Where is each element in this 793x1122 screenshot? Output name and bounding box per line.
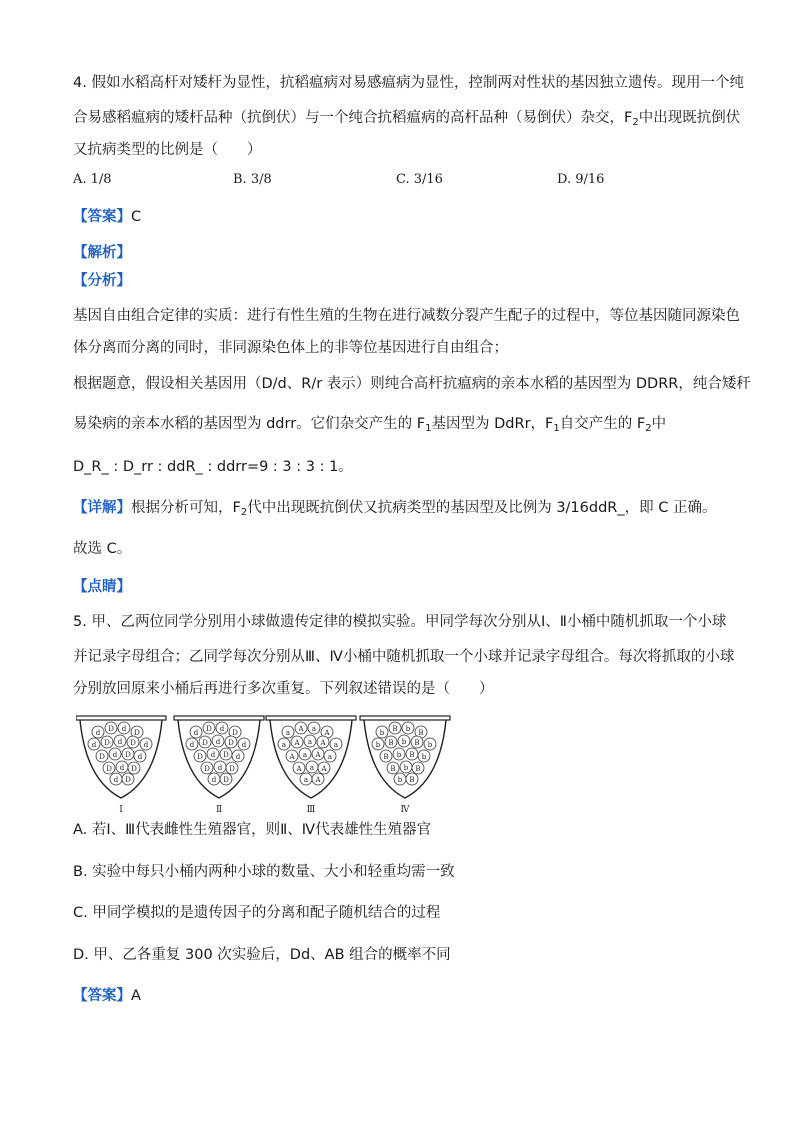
ball-letter: D — [232, 729, 238, 737]
bucket-2 — [174, 716, 264, 815]
q4-fenxi-line5: D_R_ : D_rr : ddR_ : ddrr=9 : 3 : 3 : 1。 — [73, 459, 353, 475]
ball-letter: d — [215, 738, 221, 746]
q4-detail: 【详解】根据分析可知，$F_2$代中出现既抗倒伏又抗病类型的基因型及比例为 3/16ddR_，即 C 正确。 — [73, 500, 717, 518]
ball-letter: B — [409, 776, 415, 784]
ball-letter: B — [383, 753, 389, 761]
ball-letter: D — [229, 765, 235, 773]
ball-letter: A — [321, 765, 327, 773]
ball-letter: d — [235, 753, 241, 761]
ball-letter: d — [95, 729, 101, 737]
ball-letter: b — [396, 751, 402, 759]
ball-letter: A — [289, 753, 295, 761]
bucket-label: Ⅱ — [215, 805, 223, 815]
ball-letter: b — [427, 741, 433, 749]
ball-letter: D — [125, 751, 131, 759]
q5-option-d: D. 甲、乙各重复 300 次实验后，Dd、AB 组合的概率不同 — [73, 947, 451, 963]
ball-letter: D — [125, 776, 131, 784]
q4-stem-line2: 合易感稻瘟病的矮杆品种（抗倒伏）与一个纯合抗稻瘟病的高杆品种（易倒伏）杂交，$F_2$中出现既抗倒伏 — [73, 110, 741, 128]
ball-letter: d — [219, 725, 225, 733]
bucket-figure — [76, 710, 456, 815]
ball-letter: D — [131, 765, 137, 773]
bucket-3 — [266, 716, 356, 815]
ball-letter: B — [414, 739, 420, 747]
ball-letter: B — [392, 725, 398, 733]
ball-letter: d — [211, 776, 217, 784]
ball-letter: a — [302, 751, 308, 759]
ball-letter: d — [241, 741, 247, 749]
ball-letter: b — [401, 738, 407, 746]
q4-dianjing-tag: 【点睛】 — [73, 579, 131, 595]
ball-letter: D — [204, 765, 210, 773]
q4-option-a: A. 1/8 — [73, 172, 112, 187]
ball-letter: B — [418, 729, 424, 737]
ball-letter: d — [217, 764, 223, 772]
q5-stem-line1: 5. 甲、乙两位同学分别用小球做遗传定律的模拟实验。甲同学每次分别从Ⅰ、Ⅱ小桶中随机抓取一个小球 — [73, 614, 727, 630]
q4-option-b: B. 3/8 — [233, 172, 272, 187]
q5-stem-line2: 并记录字母组合；乙同学每次分别从Ⅲ、Ⅳ小桶中随机抓取一个小球并记录字母组合。每次将抓取的小球 — [73, 649, 735, 665]
ball-letter: B — [409, 751, 415, 759]
q4-fenxi-line4: 易染病的亲本水稻的基因型为 ddrr。它们杂交产生的 $F_1$基因型为 DdRr，$F_1$自交产生的 $F_2$中 — [73, 416, 667, 434]
q4-analysis-tag: 【解析】 — [73, 245, 131, 261]
ball-letter: d — [137, 753, 143, 761]
ball-letter: d — [143, 741, 149, 749]
ball-letter: D — [104, 739, 110, 747]
q4-conclusion: 故选 C。 — [73, 541, 132, 557]
ball-letter: a — [285, 729, 291, 737]
ball-letter: b — [375, 741, 381, 749]
ball-letter: D — [228, 739, 234, 747]
ball-letter: D — [197, 753, 203, 761]
ball-letter: D — [202, 739, 208, 747]
ball-letter: A — [298, 725, 304, 733]
q5-stem-line3: 分别放回原来小桶后再进行多次重复。下列叙述错误的是（ ） — [73, 681, 494, 697]
ball-letter: D — [223, 776, 229, 784]
q4-option-d: D. 9/16 — [557, 172, 605, 187]
ball-letter: d — [112, 751, 118, 759]
ball-letter: a — [309, 764, 315, 772]
ball-letter: A — [296, 765, 302, 773]
ball-letter: d — [113, 776, 119, 784]
bucket-4 — [360, 716, 450, 815]
ball-letter: D — [134, 729, 140, 737]
bucket-label: Ⅰ — [119, 805, 123, 815]
ball-letter: B — [415, 765, 421, 773]
ball-letter: A — [324, 729, 330, 737]
ball-letter: b — [403, 764, 409, 772]
ball-letter: D — [130, 739, 136, 747]
q4-fenxi-line1: 基因自由组合定律的实质：进行有性生殖的生物在进行减数分裂产生配子的过程中，等位基因随同源染色 — [73, 308, 740, 324]
ball-letter: d — [189, 741, 195, 749]
ball-letter: A — [315, 751, 321, 759]
ball-letter: A — [315, 776, 321, 784]
ball-letter: a — [281, 741, 287, 749]
ball-letter: d — [117, 738, 123, 746]
q4-stem-line3: 又抗病类型的比例是（ ） — [73, 142, 262, 158]
ball-letter: a — [327, 753, 333, 761]
ball-letter: D — [99, 753, 105, 761]
q4-fenxi-line2: 体分离而分离的同时，非同源染色体上的非等位基因进行自由组合； — [73, 340, 508, 356]
ball-letter: D — [206, 725, 212, 733]
answer-tag: 【答案】 — [73, 209, 131, 225]
ball-letter: A — [320, 739, 326, 747]
ball-letter: A — [294, 739, 300, 747]
q4-fenxi-tag: 【分析】 — [73, 273, 131, 289]
bucket-rim — [76, 716, 166, 720]
ball-letter: B — [390, 765, 396, 773]
ball-letter: B — [388, 739, 394, 747]
bucket-rim — [266, 716, 356, 720]
bucket-label: Ⅲ — [306, 805, 316, 815]
q4-fenxi-line3: 根据题意，假设相关基因用（D/d、R/r 表示）则纯合高杆抗瘟病的亲本水稻的基因型为 DDRR，纯合矮秆 — [73, 376, 751, 392]
ball-letter: b — [405, 725, 411, 733]
ball-letter: b — [397, 776, 403, 784]
ball-letter: b — [421, 753, 427, 761]
q5-option-b: B. 实验中每只小桶内两种小球的数量、大小和轻重均需一致 — [73, 864, 455, 880]
ball-letter: d — [193, 729, 199, 737]
ball-letter: d — [119, 764, 125, 772]
ball-letter: d — [91, 741, 97, 749]
ball-letter: d — [210, 751, 216, 759]
q4-answer: 【答案】C — [73, 209, 142, 225]
ball-letter: D — [108, 725, 114, 733]
bucket-rim — [360, 716, 450, 720]
ball-letter: a — [333, 741, 339, 749]
q5-option-c: C. 甲同学模拟的是遗传因子的分离和配子随机结合的过程 — [73, 905, 441, 921]
ball-letter: a — [303, 776, 309, 784]
bucket-rim — [174, 716, 264, 720]
q5-answer: 【答案】A — [73, 988, 141, 1004]
bucket-label: Ⅳ — [400, 805, 410, 815]
q5-option-a: A. 若Ⅰ、Ⅲ代表雌性生殖器官，则Ⅱ、Ⅳ代表雄性生殖器官 — [73, 822, 432, 838]
ball-letter: D — [106, 765, 112, 773]
q4-stem-line1: 4. 假如水稻高杆对矮杆为显性，抗稻瘟病对易感瘟病为显性，控制两对性状的基因独立遗传。现用一个纯 — [73, 75, 744, 91]
ball-letter: a — [311, 725, 317, 733]
ball-letter: b — [379, 729, 385, 737]
ball-letter: d — [121, 725, 127, 733]
ball-letter: D — [223, 751, 229, 759]
ball-letter: a — [307, 738, 313, 746]
q4-option-c: C. 3/16 — [396, 172, 443, 187]
bucket-1 — [76, 716, 166, 815]
